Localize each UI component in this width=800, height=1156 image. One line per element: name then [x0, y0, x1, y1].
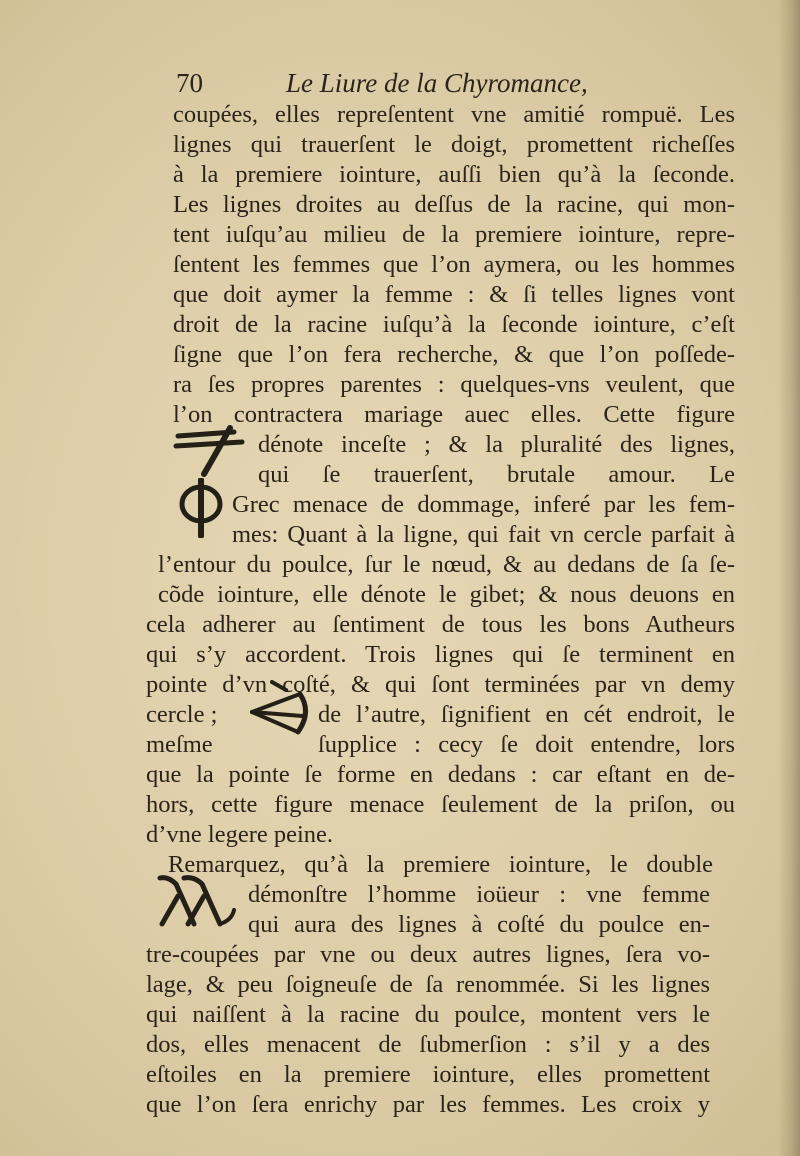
text-line: démonſtre l’homme ioüeur : vne femme [248, 881, 710, 908]
text-line: eſtoiles en la premiere iointure, elles promettent [146, 1061, 710, 1088]
text-line: que la pointe ſe forme en dedans : car eſtant en de- [146, 761, 735, 788]
text-line: l’on contractera mariage auec elles. Cette figure [173, 401, 735, 428]
text-line: qui naiſſent à la racine du poulce, montent vers le [146, 1001, 710, 1028]
text-line: qui aura des lignes à coſté du poulce en- [248, 911, 710, 938]
text-line: à la premiere iointure, auſſi bien qu’à la ſeconde. [173, 161, 735, 188]
text-line: mes: Quant à la ligne, qui fait vn cercle parfait à [232, 521, 735, 548]
text-line: Grec menace de dommage, inferé par les fem- [232, 491, 735, 518]
text-line: coupées, elles repreſentent vne amitié rompuë. Les [173, 101, 735, 128]
text-line: qui ſe trauerſent, brutale amour. Le [258, 461, 735, 488]
text-line: l’entour du poulce, ſur le nœud, & au dedans de ſa ſe- [158, 551, 735, 578]
text-line: ſigne que l’on fera recherche, & que l’on poſſede- [173, 341, 735, 368]
text-line: ſupplice : cecy ſe doit entendre, lors [318, 731, 735, 758]
text-line: Les lignes droites au deſſus de la racine, qui mon- [173, 191, 735, 218]
text-line: pointe d’vn coſté, & qui ſont terminées par vn demy [146, 671, 735, 698]
text-line: de l’autre, ſignifient en cét endroit, le [318, 701, 735, 728]
text-line: d’vne legere peine. [146, 821, 334, 848]
text-line: ra ſes propres parentes : quelques-vns veulent, que [173, 371, 735, 398]
text-line: tre-coupées par vne ou deux autres lignes, ſera vo- [146, 941, 710, 968]
text-line: qui s’y accordent. Trois lignes qui ſe terminent en [146, 641, 735, 668]
text-line: hors, cette figure menace ſeulement de la priſon, ou [146, 791, 735, 818]
page-edge-shadow [778, 0, 800, 1156]
incest-sign-icon [172, 420, 252, 480]
text-line: dos, elles menacent de ſubmerſion : s’il y a des [146, 1031, 710, 1058]
text-line: que l’on ſera enrichy par les femmes. Les croix y [146, 1091, 710, 1118]
text-line: lage, & peu ſoigneuſe de ſa renommée. Si les lignes [146, 971, 710, 998]
text-line: lignes qui trauerſent le doigt, promettent richeſſes [173, 131, 735, 158]
text-line: cercle ; [146, 701, 218, 728]
page-header [176, 68, 646, 104]
text-line: Remarquez, qu’à la premiere iointure, le double [168, 851, 713, 878]
text-line: tent iuſqu’au milieu de la premiere iointure, repre- [173, 221, 735, 248]
text-line: cõde iointure, elle dénote le gibet; & nous deuons en [158, 581, 735, 608]
running-title: Le Liure de la Chyromance, [286, 68, 588, 98]
text-line: dénote inceſte ; & la pluralité des lignes, [258, 431, 735, 458]
double-lambda-icon [154, 870, 238, 930]
text-line: meſme [146, 731, 213, 758]
page-number: 70 [176, 68, 203, 98]
greek-phi-icon [174, 478, 228, 538]
text-line: droit de la racine iuſqu’à la ſeconde iointure, c’eſt [173, 311, 735, 338]
text-line: cela adherer au ſentiment de tous les bons Autheurs [146, 611, 735, 638]
text-line: ſentent les femmes que l’on aymera, ou les hommes [173, 251, 735, 278]
pointed-lines-icon [244, 676, 312, 738]
text-line: que doit aymer la femme : & ſi telles lignes vont [173, 281, 735, 308]
